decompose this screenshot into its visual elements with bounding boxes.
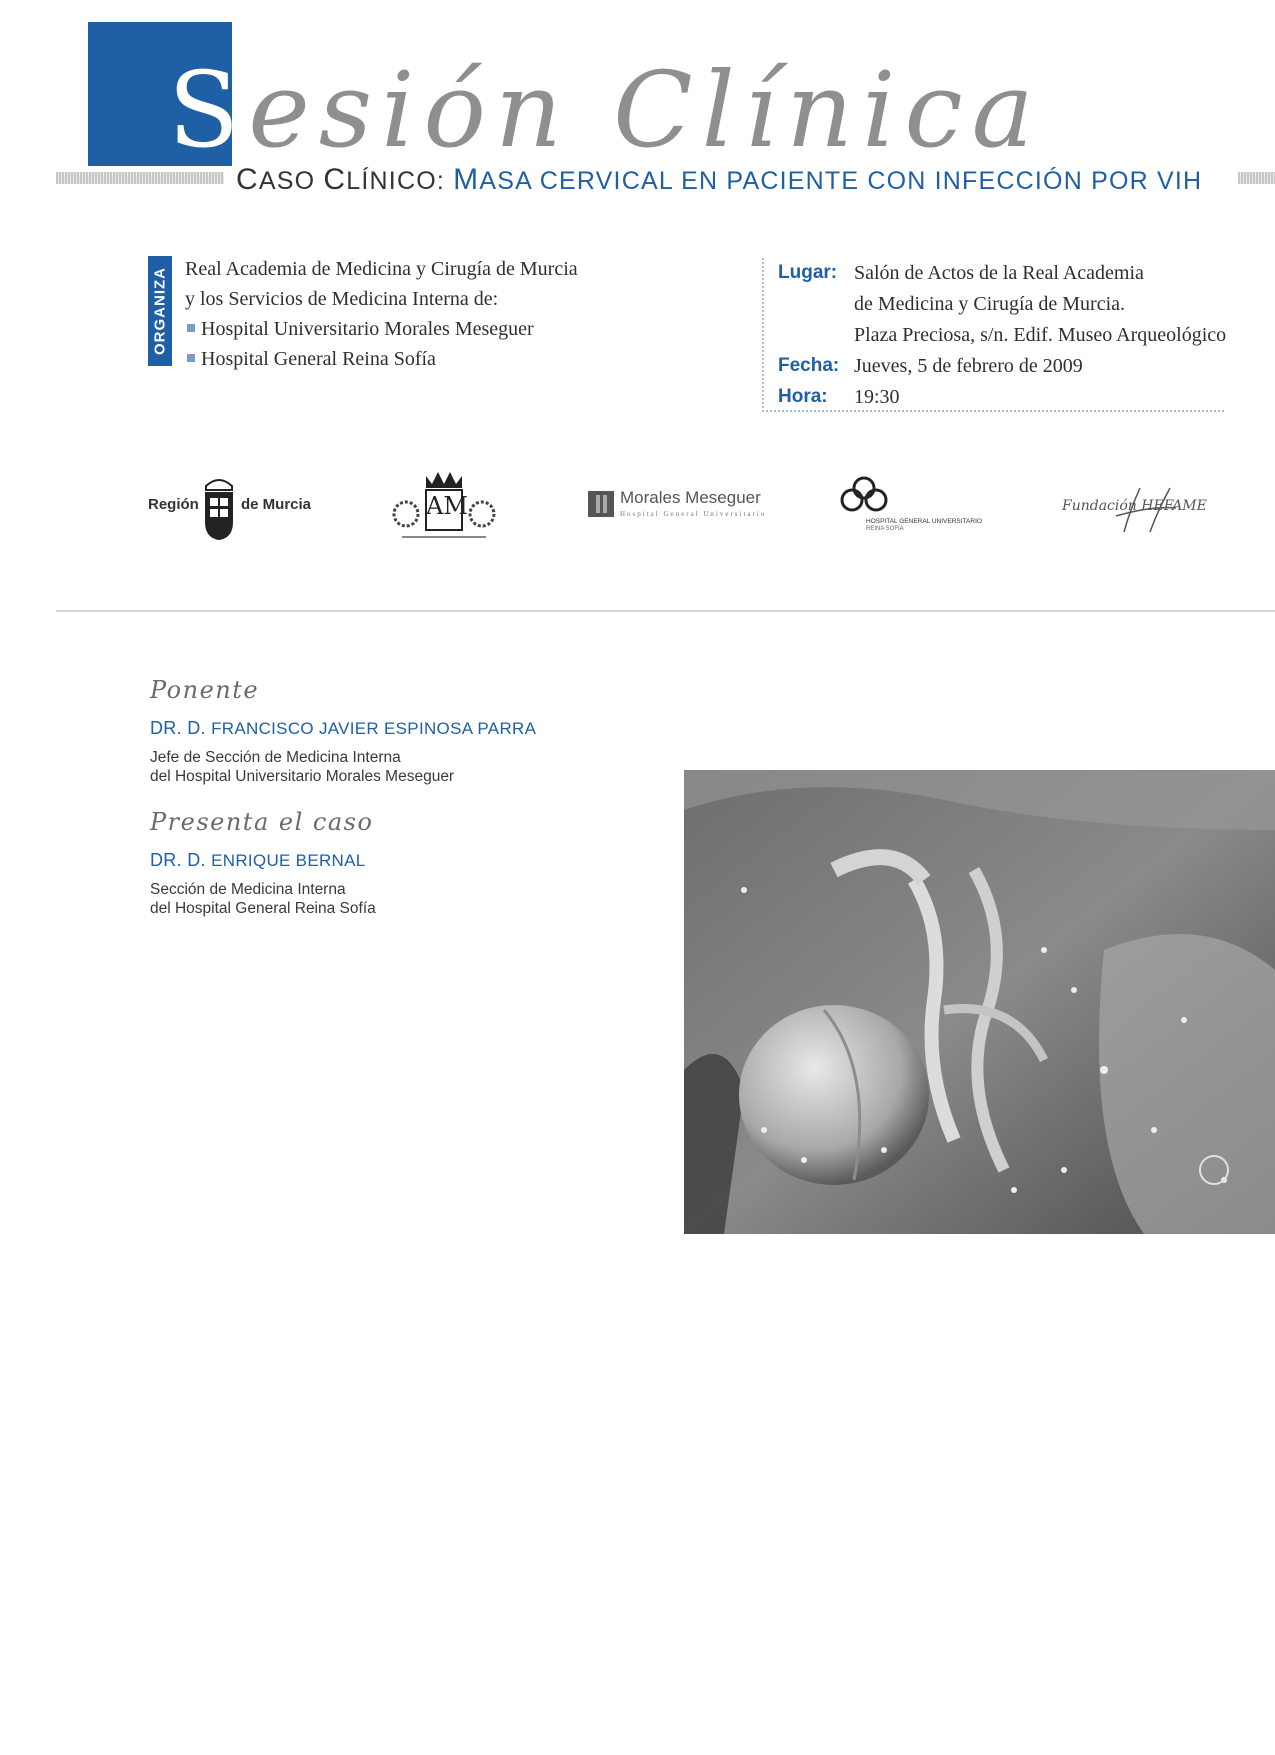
subtitle-rule-right	[1238, 172, 1275, 184]
organiza-hospital-item: Hospital Universitario Morales Meseguer	[185, 314, 578, 344]
organiza-text	[185, 254, 578, 374]
section-divider	[56, 610, 1275, 612]
subtitle-label: CASO CLÍNICO:	[236, 163, 445, 196]
ponente-name: DR. D. FRANCISCO JAVIER ESPINOSA PARRA	[150, 718, 537, 738]
lugar-row: Lugar: Salón de Actos de la Real Academia de Medicina y Cirugía de Murcia. Plaza Preciosa, s/n. Edif. Museo Arqueológico	[764, 258, 1224, 350]
hora-row	[764, 382, 1224, 412]
academy-initials: AM	[426, 492, 468, 520]
hospital-reina-sofia-logo: HOSPITAL GENERAL UNIVERSITARIO REINA SOFÍA	[838, 476, 998, 536]
ponente-role: Ponente	[150, 676, 260, 704]
event-info-panel	[762, 258, 1227, 412]
case-subtitle	[236, 163, 1202, 197]
coat-of-arms-icon	[201, 474, 237, 542]
organiza-hospital-item: Hospital General Reina Sofía	[185, 344, 578, 374]
fecha-label: Fecha:	[778, 355, 840, 376]
organiza-tab: ORGANIZA	[148, 256, 172, 366]
region-murcia-logo: Región de Murcia	[148, 474, 318, 544]
ponente-description: Jefe de Sección de Medicina Interna del Hospital Universitario Morales Meseguer	[150, 749, 455, 785]
hora-label: Hora:	[778, 386, 828, 407]
subtitle-rule-left	[56, 172, 224, 184]
hora-value: 19:30	[854, 386, 900, 408]
bullet-icon	[187, 354, 195, 362]
knot-icon	[838, 476, 890, 520]
bullet-icon	[187, 324, 195, 332]
title-rest: esión Clínica	[248, 49, 1043, 171]
micrograph-graphic	[684, 770, 1275, 1234]
morales-meseguer-logo: Morales Meseguer Hospital General Universitario	[588, 488, 758, 522]
fecha-row	[764, 351, 1224, 381]
building-icon	[588, 491, 614, 517]
presenta-name: DR. D. ENRIQUE BERNAL	[150, 850, 366, 870]
presenta-role: Presenta el caso	[150, 808, 374, 836]
lugar-label: Lugar:	[778, 262, 838, 283]
fecha-value: Jueves, 5 de febrero de 2009	[854, 355, 1083, 377]
electron-micrograph-image	[684, 770, 1275, 1234]
fundacion-hefame-logo: Fundación HEFAME	[1060, 486, 1222, 530]
presenta-description: Sección de Medicina Interna del Hospital General Reina Sofía	[150, 881, 376, 917]
real-academia-logo	[392, 470, 496, 542]
title-initial: S	[168, 49, 249, 171]
organiza-line-2: y los Servicios de Medicina Interna de:	[185, 288, 499, 310]
organiza-line-1: Real Academia de Medicina y Cirugía de Murcia	[185, 258, 578, 280]
subtitle-topic: MASA CERVICAL EN PACIENTE CON INFECCIÓN POR VIH	[453, 163, 1203, 196]
page-title	[168, 49, 1043, 171]
